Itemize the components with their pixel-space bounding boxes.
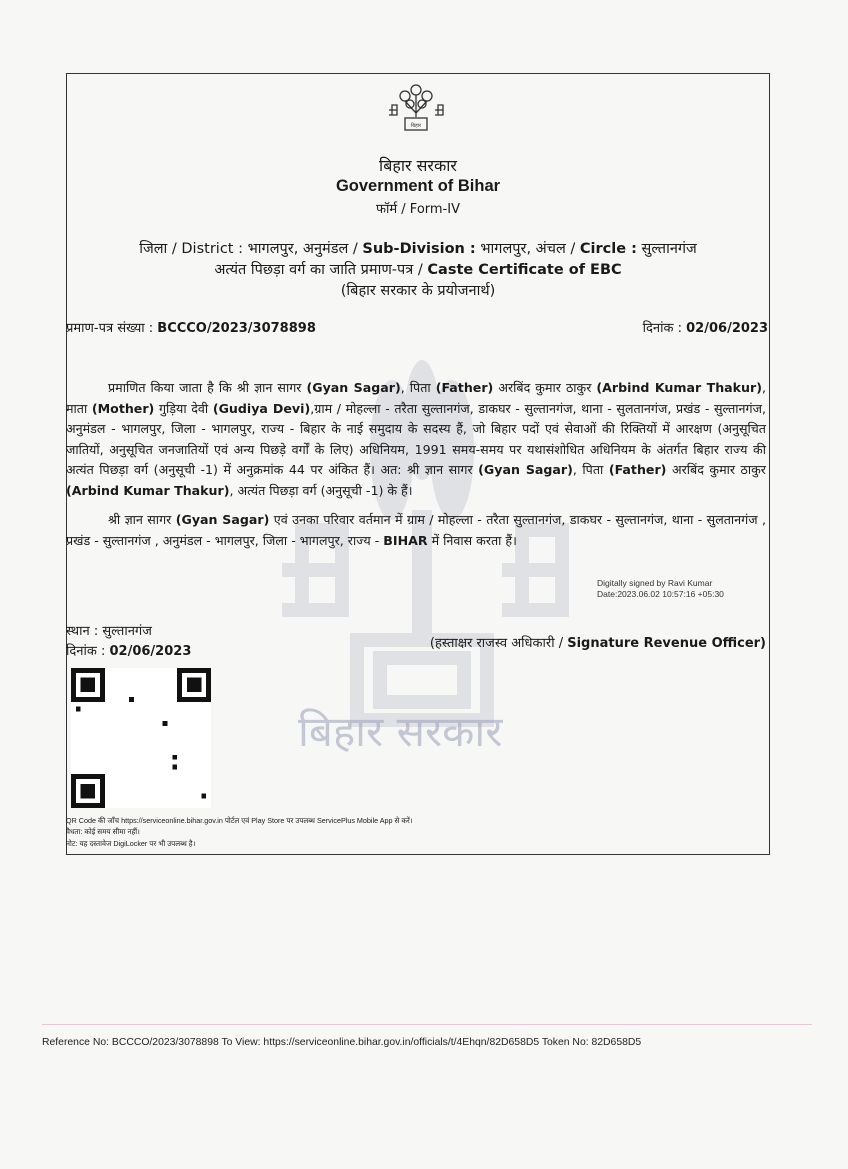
title-english: Government of Bihar (335, 177, 501, 195)
footer-rule (42, 1024, 812, 1025)
bihar-emblem-icon (385, 80, 447, 136)
purpose-line: (बिहार सरकार के प्रयोजनार्थ) (340, 283, 496, 299)
certificate-title: अत्यंत पिछड़ा वर्ग का जाति प्रमाण-पत्र / Caste Certificate of EBC (214, 262, 622, 278)
emblem-caption: बिहार (410, 123, 422, 129)
signature-label: (हस्ताक्षर राजस्व अधिकारी / Signature Revenue Officer) (429, 636, 766, 651)
form-number: फॉर्म / Form-IV (376, 202, 460, 217)
certificate-number: प्रमाण-पत्र संख्या : BCCCO/2023/3078898 (66, 321, 316, 336)
reference-line: Reference No: BCCCO/2023/3078898 To View: https://serviceonline.bihar.gov.in/officials/t/4Ehqn/82D658D5 Token No: 82D658D5 (42, 1037, 642, 1048)
certificate-paragraph-2: श्री ज्ञान सागर (Gyan Sagar) एवं उनका परिवार वर्तमान में ग्राम / मोहल्ला - तरैता सुल्तानगंज, डाकघर - सुल्तानगंज, थाना - सुलतानगंज , प्रखंड - सुल्तानगंज , अनुमंडल - भागलपुर, जिला - भागलपुर, राज्य - BIHAR में निवास करता हैं। (66, 512, 766, 548)
certificate-paragraph-1: प्रमाणित किया जाता है कि श्री ज्ञान सागर (Gyan Sagar), पिता (Father) अरबिंद कुमार ठाकुर (Arbind Kumar Thakur), माता (Mother) गुड़िया देवी (Gudiya Devi),ग्राम / मोहल्ला - तरैता सुल्तानगंज, डाकघर - सुल्तानगंज, थाना - सुलतानगंज, प्रखंड - सुल्तानगंज, अनुमंडल - भागलपुर, जिला - भागलपुर, राज्य - बिहार के नाई समुदाय के सदस्य हैं, जो बिहार पदों एवं सेवाओं की रिक्तियों में आरक्षण (अनुसूचित जातियों, अनुसूचित जनजातियों एवं अन्य पिछड़े वर्गों के लिए) अधिनियम, 1991 समय-समय पर यथासंशोधित अधिनियम के अंतर्गत बिहार राज्य की अत्यंत पिछड़ा वर्ग (अनुसूची -1) में अनुक्रमांक 44 पर अंकित हैं। अत: श्री ज्ञान सागर (Gyan Sagar), पिता (Father) अरबिंद कुमार ठाकुर (Arbind Kumar Thakur), अत्यंत पिछड़ा वर्ग (अनुसूची -1) के हैं। (66, 380, 766, 498)
watermark-text: बिहार सरकार (298, 707, 503, 756)
qr-code[interactable] (70, 668, 212, 808)
verification-notes: QR Code की जाँच https://serviceonline.bihar.gov.in पोर्टल एवं Play Store पर उपलब्ध ServicePlus Mobile App से करें। वैधता: कोई समय सीमा नहीं। नोट: यह दस्तावेज DigiLocker पर भी उपलब्ध है। (66, 816, 413, 848)
digital-signature: Digitally signed by Ravi Kumar Date:2023.06.02 10:57:16 +05:30 (597, 578, 724, 599)
issue-date: दिनांक : 02/06/2023 (642, 321, 768, 336)
place-date-block: स्थान : सुल्तानगंज दिनांक : 02/06/2023 (66, 624, 192, 659)
jurisdiction-line: जिला / District : भागलपुर, अनुमंडल / Sub-Division : भागलपुर, अंचल / Circle : सुल्तानगंज (139, 241, 697, 257)
title-hindi: बिहार सरकार (379, 156, 457, 175)
